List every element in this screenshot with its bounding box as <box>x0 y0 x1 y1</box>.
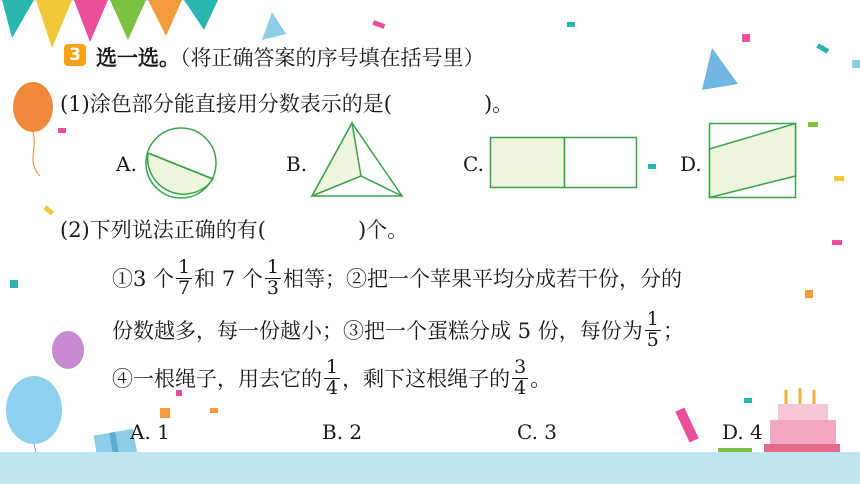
fraction-denominator: 7 <box>178 276 191 299</box>
balloon-icon <box>13 82 53 176</box>
option-a-label[interactable]: A. <box>116 152 137 176</box>
statement-1-text: ①3 个 <box>112 267 175 291</box>
fraction-numerator: 3 <box>514 355 527 378</box>
statement-3-end: ； <box>662 319 684 343</box>
fraction-numerator: 1 <box>646 307 659 330</box>
question-2-close: )个。 <box>357 218 409 242</box>
bunting-icon <box>0 0 218 48</box>
section-heading: 选一选。 <box>96 46 180 70</box>
fraction-denominator: 4 <box>514 376 527 399</box>
statement-line-3 <box>112 352 551 404</box>
question-1-prompt <box>60 88 513 118</box>
firework-rocket-icon <box>675 407 698 442</box>
fraction-one-seventh <box>176 255 192 299</box>
question-number-badge: 3 <box>64 44 86 66</box>
question-1-close: )。 <box>483 92 514 116</box>
option-c-rectangle-figure <box>489 136 639 190</box>
statement-4-end: 。 <box>530 367 552 391</box>
fraction-numerator: 1 <box>178 255 191 278</box>
choice-c[interactable]: C. 3 <box>517 420 558 444</box>
option-b-triangle-figure <box>309 120 405 202</box>
fraction-numerator: 1 <box>266 255 279 278</box>
choice-d[interactable]: D. 4 <box>722 420 763 444</box>
option-c-label[interactable]: C. <box>463 152 484 176</box>
fraction-three-quarters <box>512 355 528 399</box>
party-hat-icon <box>262 12 286 40</box>
option-a-circle-figure <box>143 123 223 203</box>
statement-line-2 <box>112 304 684 356</box>
fraction-numerator: 1 <box>326 355 339 378</box>
fraction-one-fifth <box>645 307 661 351</box>
statement-line-1 <box>112 250 682 306</box>
fraction-denominator: 4 <box>326 376 339 399</box>
statement-4-text: ，剩下这根绳子的 <box>342 367 511 391</box>
fraction-one-third <box>265 255 281 299</box>
fraction-denominator: 5 <box>646 328 659 351</box>
balloon-icon <box>6 331 84 470</box>
statement-1-2-text: 相等；②把一个苹果平均分成若干份，分的 <box>282 267 682 291</box>
choice-b[interactable]: B. 2 <box>322 420 363 444</box>
fraction-one-quarter <box>324 355 340 399</box>
option-d-label[interactable]: D. <box>680 152 702 176</box>
option-b-label[interactable]: B. <box>286 152 308 176</box>
question-1-text: (1)涂色部分能直接用分数表示的是( <box>60 92 392 116</box>
section-instruction: （将正确答案的序号填在括号里） <box>180 46 485 70</box>
party-hat-icon <box>702 48 738 90</box>
statement-4-text: ④一根绳子，用去它的 <box>112 367 322 391</box>
fraction-denominator: 3 <box>266 276 279 299</box>
bottom-band <box>0 452 860 484</box>
statement-2-3-text: 份数越多，每一份越小；③把一个蛋糕分成 5 份，每份为 <box>112 319 643 343</box>
choice-a[interactable]: A. 1 <box>130 420 170 444</box>
statement-1-text: 和 7 个 <box>194 267 263 291</box>
section-title <box>96 42 485 72</box>
option-d-rectangle-figure <box>708 122 798 200</box>
question-2-text: (2)下列说法正确的有( <box>60 218 266 242</box>
question-2-prompt <box>60 214 408 244</box>
